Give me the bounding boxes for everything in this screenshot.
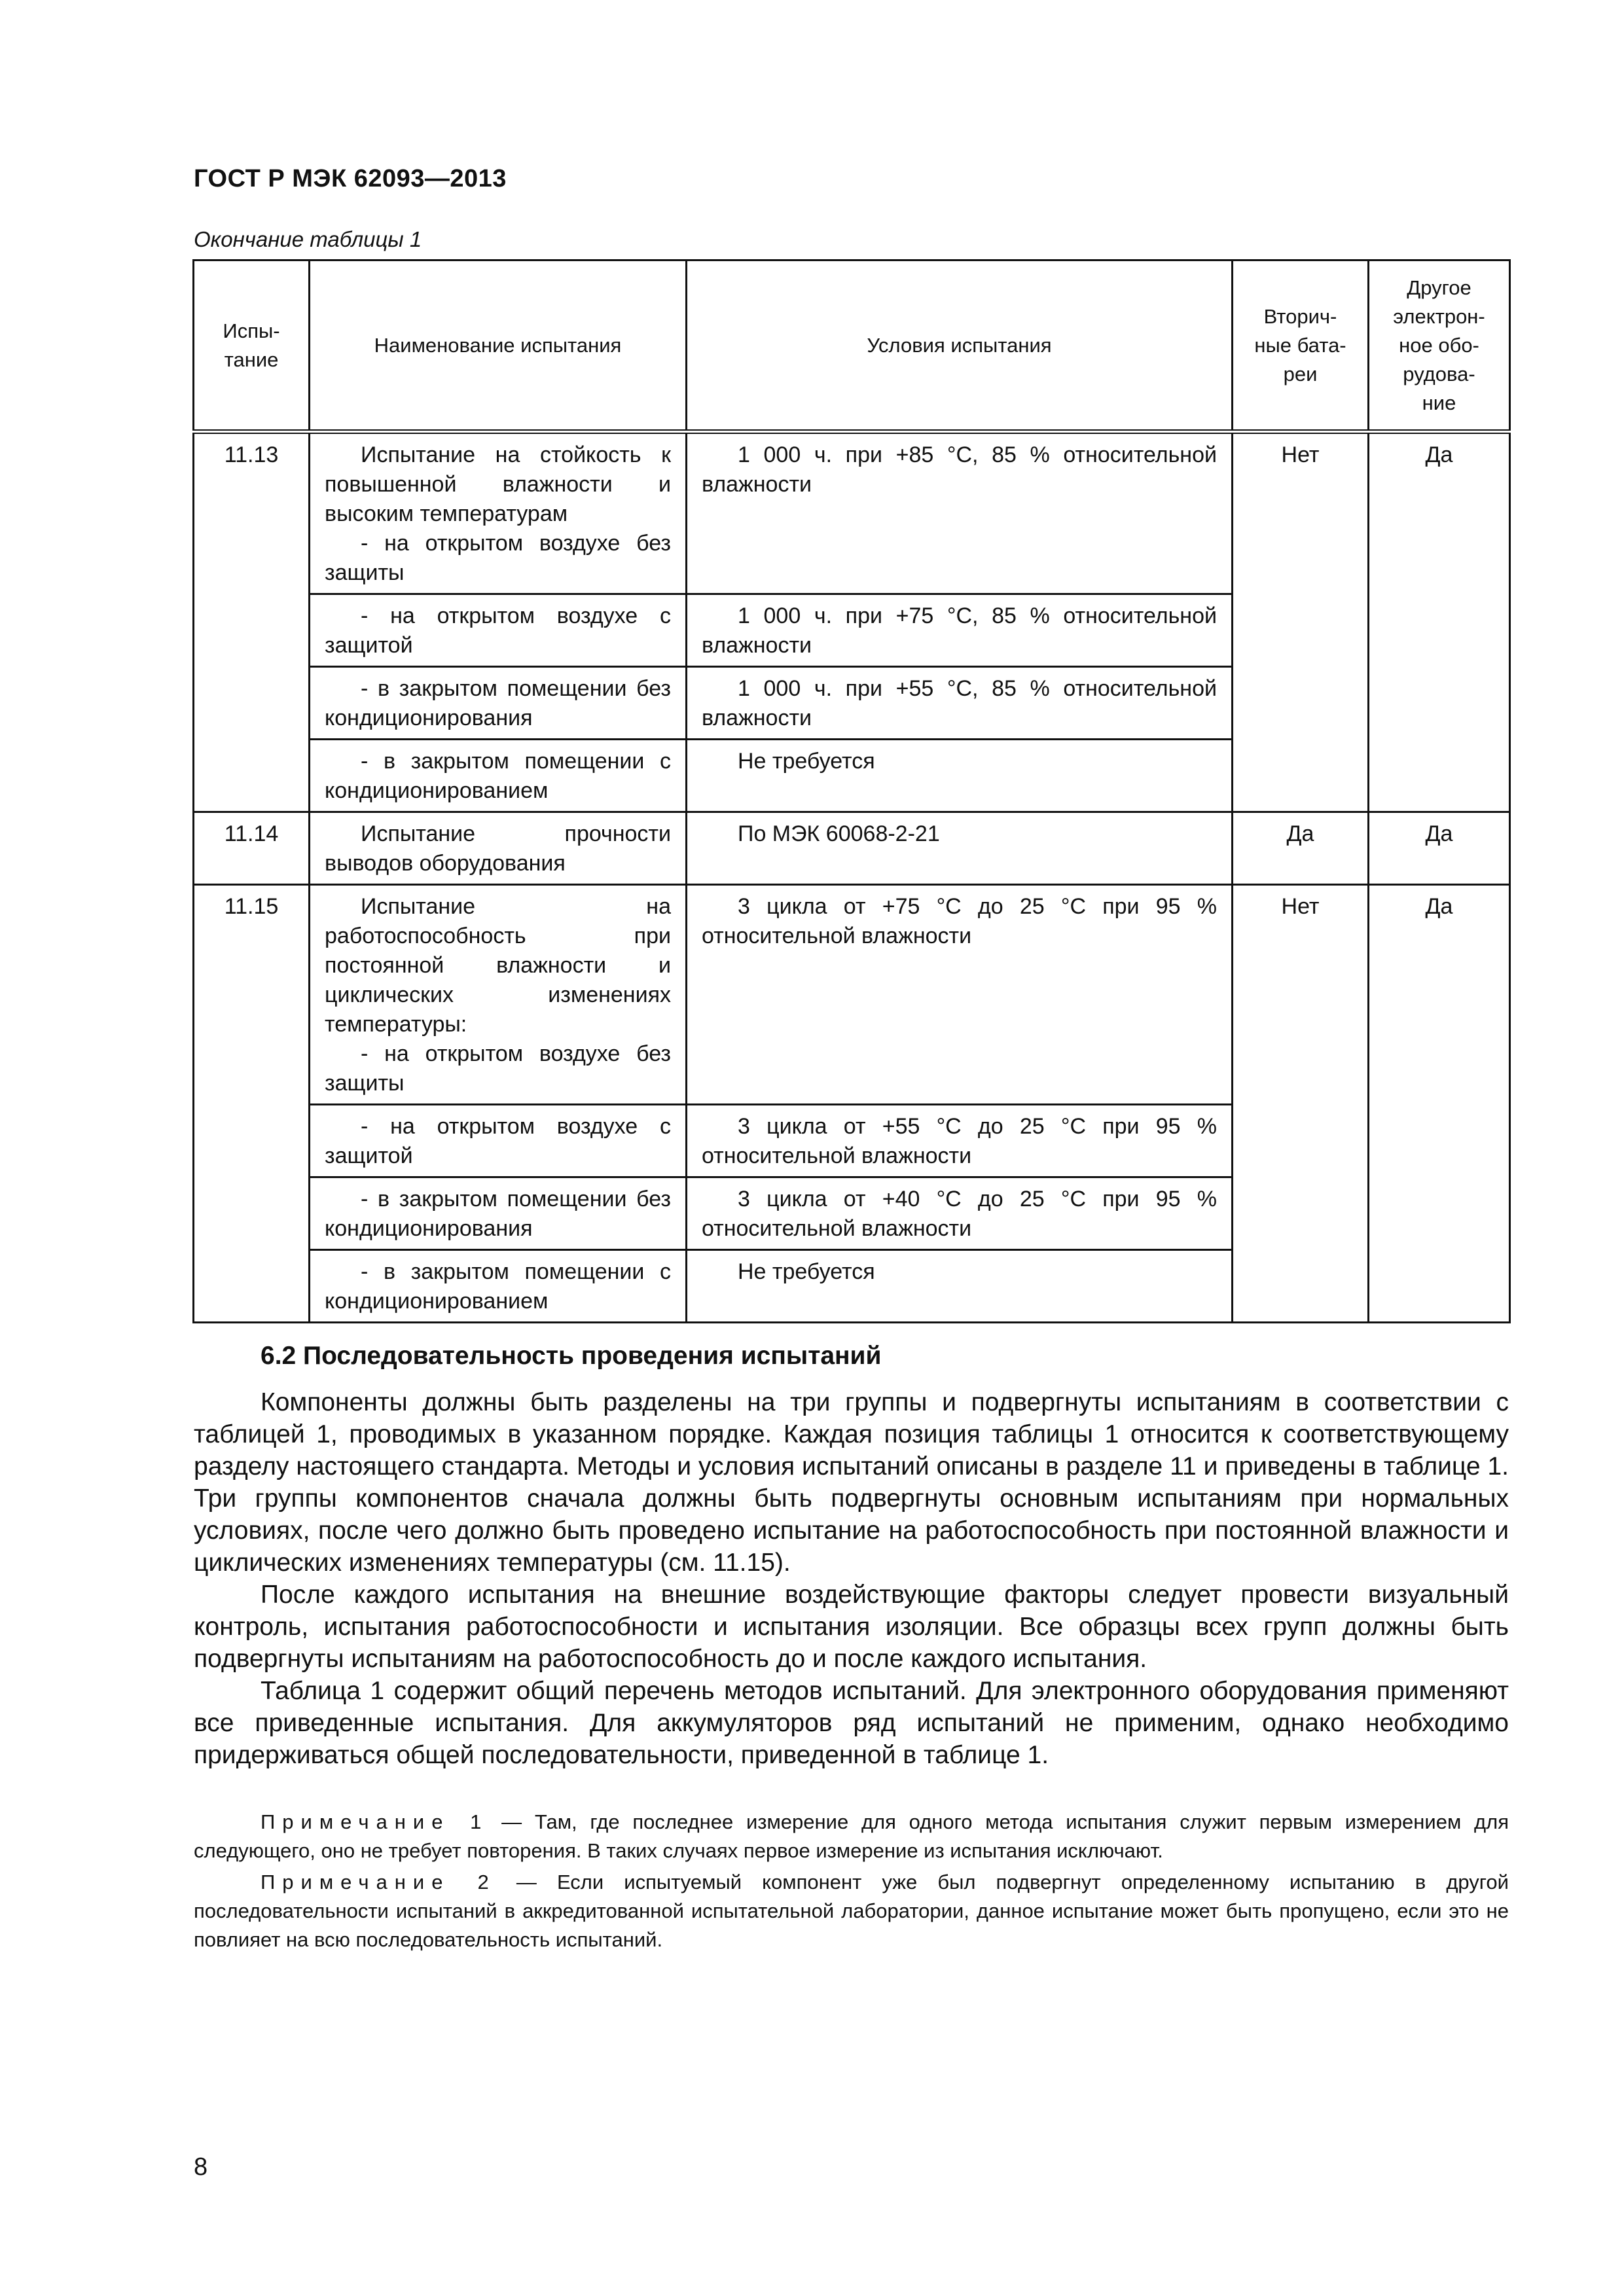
test-subname: - на открытом воздухе без защиты — [325, 531, 671, 585]
test-condition: 3 цикла от +75 °С до 25 °С при 95 % относительной влажности — [687, 885, 1233, 1105]
test-condition: 1 000 ч. при +75 °С, 85 % относительной влажности — [687, 594, 1233, 667]
test-subname: - в закрытом помещении без кондиционирования — [310, 667, 687, 740]
note-label: Примечание 2 — [261, 1871, 496, 1893]
test-subname: - на открытом воздухе с защитой — [310, 1105, 687, 1177]
test-subname: - на открытом воздухе с защитой — [310, 594, 687, 667]
paragraph: После каждого испытания на внешние воздействующие факторы следует провести визуальный контроль, испытания работоспособности и испытания изоляции. Все образцы всех групп должны быть подвергнуты испытаниям на работоспособность до и после каждого испытания. — [194, 1581, 1509, 1673]
secondary-batteries-value: Нет — [1233, 885, 1369, 1323]
table-row — [194, 432, 1510, 594]
test-name-main: Испытание на стойкость к повышенной влажности и высоким температурам — [325, 442, 671, 526]
test-number: 11.13 — [194, 432, 310, 812]
other-equipment-value: Да — [1369, 432, 1510, 812]
other-equipment-value: Да — [1369, 812, 1510, 885]
test-name: Испытание прочности выводов оборудования — [310, 812, 687, 885]
test-subname: - в закрытом помещении без кондиционирования — [310, 1177, 687, 1250]
note-text: — Если испытуемый компонент уже был подвергнут определенному испытанию в другой последовательности испытаний в аккредитованной испытательной лаборатории, данное испытание может быть пропущено, если это не повлияет на всю последовательность испытаний. — [194, 1871, 1509, 1951]
test-subname: - в закрытом помещении с кондиционированием — [310, 1250, 687, 1323]
note — [194, 1868, 1509, 1954]
header-secondary-batteries: Вторич- ные бата- реи — [1233, 260, 1369, 432]
note — [194, 1808, 1509, 1865]
test-condition: По МЭК 60068-2-21 — [687, 812, 1233, 885]
header-test: Испы- тание — [194, 260, 310, 432]
secondary-batteries-value: Да — [1233, 812, 1369, 885]
test-condition: Не требуется — [687, 740, 1233, 812]
test-subname: - в закрытом помещении с кондиционированием — [310, 740, 687, 812]
test-name — [310, 885, 687, 1105]
test-condition: 3 цикла от +55 °С до 25 °С при 95 % относительной влажности — [687, 1105, 1233, 1177]
note-text: — Там, где последнее измерение для одного метода испытания служит первым измерением для следующего, оно не требует повторения. В таких случаях первое измерение из испытания исключают. — [194, 1810, 1509, 1862]
note-label: Примечание 1 — [261, 1810, 489, 1833]
test-condition: 1 000 ч. при +55 °С, 85 % относительной влажности — [687, 667, 1233, 740]
test-number: 11.14 — [194, 812, 310, 885]
table-header-row — [194, 260, 1510, 432]
test-subname: - на открытом воздухе без защиты — [325, 1041, 671, 1096]
test-table — [192, 259, 1511, 1323]
other-equipment-value: Да — [1369, 885, 1510, 1323]
test-condition: Не требуется — [687, 1250, 1233, 1323]
test-condition: 3 цикла от +40 °С до 25 °С при 95 % относительной влажности — [687, 1177, 1233, 1250]
document-code: ГОСТ Р МЭК 62093—2013 — [194, 165, 507, 192]
paragraph: Таблица 1 содержит общий перечень методов испытаний. Для электронного оборудования применяют все приведенные испытания. Для аккумуляторов ряд испытаний не применим, однако необходимо придерживаться общей последовательности, приведенной в таблице 1. — [194, 1677, 1509, 1769]
header-test-conditions: Условия испытания — [687, 260, 1233, 432]
test-name — [310, 432, 687, 594]
test-name-main: Испытание на работоспособность при постоянной влажности и циклических изменениях температуры: — [325, 894, 671, 1037]
notes — [194, 1808, 1509, 1957]
section-body — [194, 1386, 1509, 1771]
header-other-equipment: Другое электрон- ное обо- рудова- ние — [1369, 260, 1510, 432]
table-row — [194, 885, 1510, 1105]
table-row — [194, 812, 1510, 885]
table-caption: Окончание таблицы 1 — [194, 227, 422, 251]
paragraph: Компоненты должны быть разделены на три группы и подвергнуты испытаниям в соответствии с таблицей 1, проводимых в указанном порядке. Каждая позиция таблицы 1 относится к соответствующему разделу настоящего стандарта. Методы и условия испытаний описаны в разделе 11 и приведены в таблице 1. Три группы компонентов сначала должны быть подвергнуты основным испытаниям при нормальных условиях, после чего должно быть проведено испытание на работоспособность при постоянной влажности и циклических изменениях температуры (см. 11.15). — [194, 1388, 1509, 1577]
test-number: 11.15 — [194, 885, 310, 1323]
test-condition: 1 000 ч. при +85 °С, 85 % относительной влажности — [687, 432, 1233, 594]
secondary-batteries-value: Нет — [1233, 432, 1369, 812]
page-number: 8 — [194, 2153, 208, 2181]
header-test-name: Наименование испытания — [310, 260, 687, 432]
section-heading: 6.2 Последовательность проведения испытаний — [261, 1342, 882, 1370]
